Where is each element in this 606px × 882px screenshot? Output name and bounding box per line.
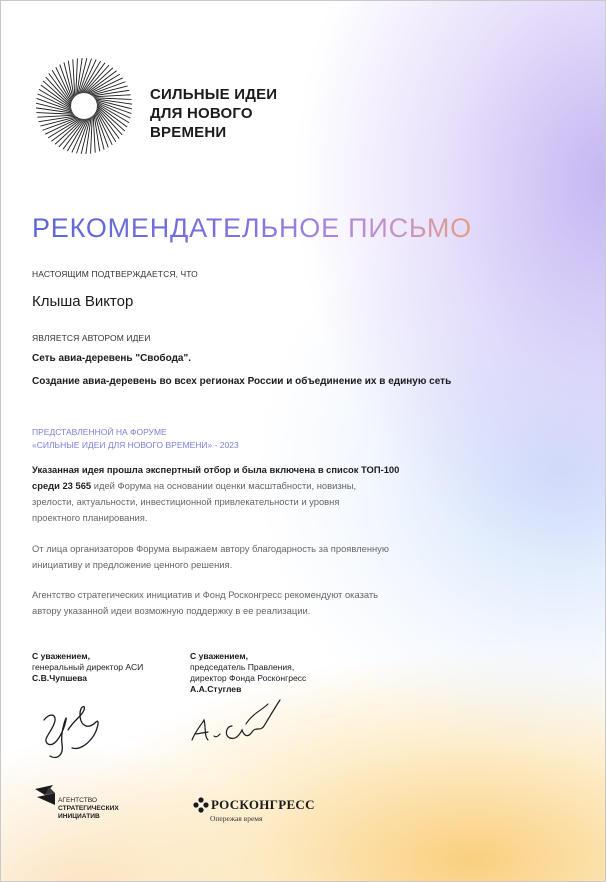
paragraph-support-line-2: автору указанной идеи возможную поддержку в ее реализации. bbox=[32, 605, 311, 616]
paragraph-gratitude-line-2: инициативу и предложение ценного решения. bbox=[32, 559, 233, 570]
forum-line-1: ПРЕДСТАВЛЕННОЙ НА ФОРУМЕ bbox=[32, 427, 167, 437]
brand-line-3: ВРЕМЕНИ bbox=[150, 124, 227, 141]
signatory-roscongress-position-2: директор Фонда Росконгресс bbox=[190, 673, 307, 683]
signatory-roscongress-name: А.А.Стуглев bbox=[190, 684, 242, 694]
asi-logo-text bbox=[58, 797, 119, 821]
asi-logo-line-3: ИНИЦИАТИВ bbox=[58, 813, 100, 820]
signature-roscongress-icon bbox=[186, 696, 286, 752]
paragraph-support-line-1: Агентство стратегических инициатив и Фонд Росконгресс рекомендуют оказать bbox=[32, 589, 379, 600]
signatory-roscongress bbox=[190, 651, 306, 695]
brand-wordmark bbox=[150, 85, 310, 142]
forum-line-2: «СИЛЬНЫЕ ИДЕИ ДЛЯ НОВОГО ВРЕМЕНИ» - 2023 bbox=[32, 440, 239, 450]
paragraph-selection-line-3: зрелости, актуальности, инвестиционной привлекательности и уровня bbox=[32, 496, 340, 507]
asi-logo-line-1: АГЕНТСТВО bbox=[58, 797, 98, 804]
signatory-asi-name: С.В.Чупшева bbox=[32, 673, 88, 683]
paragraph-selection-line-4: проектного планирования. bbox=[32, 512, 148, 523]
author-label: ЯВЛЯЕТСЯ АВТОРОМ ИДЕИ bbox=[32, 333, 151, 343]
forum-logo-icon bbox=[34, 56, 134, 156]
roscongress-name: РОСКОНГРЕСС bbox=[211, 797, 315, 812]
brand-line-1: СИЛЬНЫЕ ИДЕИ bbox=[150, 86, 278, 103]
paragraph-selection bbox=[32, 462, 452, 526]
signatory-asi-position: генеральный директор АСИ bbox=[32, 662, 144, 672]
paragraph-gratitude-line-1: От лица организаторов Форума выражаем автору благодарность за проявленную bbox=[32, 543, 389, 554]
brand-line-2: ДЛЯ НОВОГО bbox=[150, 105, 253, 122]
roscongress-tagline: Опережая время bbox=[210, 814, 263, 823]
idea-name: Сеть авиа-деревень "Свобода". bbox=[32, 353, 192, 364]
signatory-asi-greeting: С уважением, bbox=[32, 651, 90, 661]
signature-asi-icon bbox=[38, 700, 108, 762]
paragraph-gratitude bbox=[32, 541, 452, 573]
signatory-asi bbox=[32, 651, 143, 684]
paragraph-selection-line-1: Указанная идея прошла экспертный отбор и была включена в список ТОП-100 bbox=[32, 464, 400, 475]
recipient-name: Клыша Виктор bbox=[32, 293, 134, 310]
confirm-label: НАСТОЯЩИМ ПОДТВЕРЖДАЕТСЯ, ЧТО bbox=[32, 269, 198, 279]
roscongress-emblem-icon bbox=[192, 796, 210, 814]
signatory-roscongress-greeting: С уважением, bbox=[190, 651, 248, 661]
paragraph-support bbox=[32, 587, 452, 619]
forum-caption bbox=[32, 426, 239, 452]
document-title: РЕКОМЕНДАТЕЛЬНОЕ ПИСЬМО bbox=[32, 213, 502, 244]
signatory-roscongress-position-1: председатель Правления, bbox=[190, 662, 295, 672]
idea-description: Создание авиа-деревень во всех регионах России и объединение их в единую сеть bbox=[32, 376, 452, 387]
asi-logo-line-2: СТРАТЕГИЧЕСКИХ bbox=[58, 805, 119, 812]
paragraph-selection-line-2: среди 23 565 идей Форума на основании оценки масштабности, новизны, bbox=[32, 480, 357, 491]
